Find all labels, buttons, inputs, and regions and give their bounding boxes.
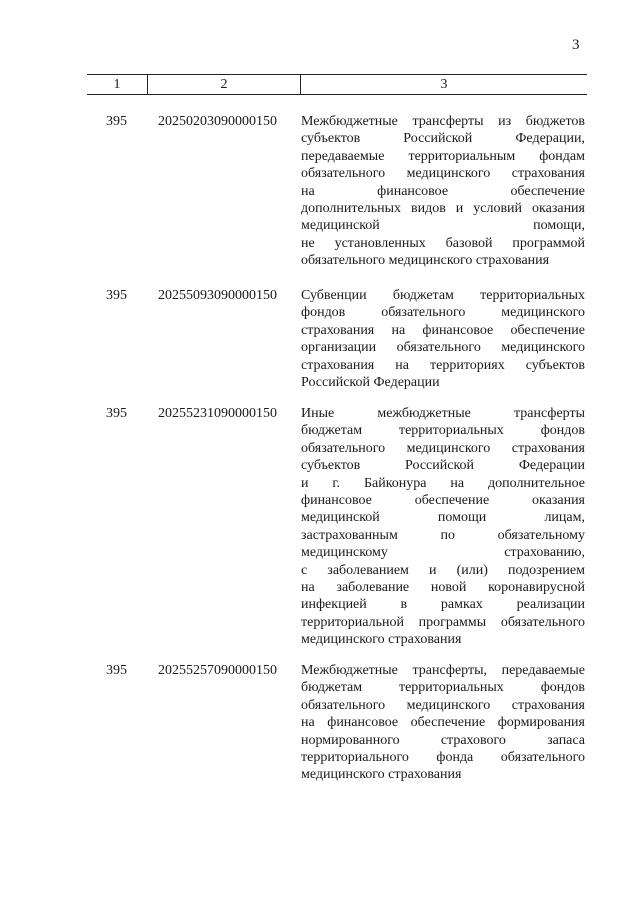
budget-code: 20255093090000150 (158, 288, 277, 303)
description-line: нормированного страхового запаса (301, 732, 585, 748)
description-line: с заболеванием и (или) подозрением (301, 562, 585, 578)
description-line: обязательного медицинского страхования (301, 253, 550, 269)
description-line: на финансовое обеспечение (301, 183, 585, 199)
description-line: медицинского страхования (301, 767, 462, 783)
row-description (301, 662, 585, 784)
description-line: медицинского страхования (301, 632, 462, 648)
description-line: бюджетам территориальных фондов (301, 680, 585, 696)
column-header-1: 1 (113, 76, 121, 92)
description-line: инфекцией в рамках реализации (301, 597, 585, 613)
description-line: страхования на финансовое обеспечение (301, 322, 585, 338)
description-line: Субвенции бюджетам территориальных (301, 288, 585, 303)
description-line: на финансовое обеспечение формирования (301, 715, 585, 731)
description-line: обязательного медицинского страхования (301, 440, 585, 456)
description-line: фондов обязательного медицинского (301, 305, 585, 321)
budget-code: 20250203090000150 (158, 114, 277, 129)
description-line: субъектов Российской Федерации (301, 458, 585, 474)
page-number: 3 (572, 37, 580, 53)
description-line: и г. Байконура на дополнительное (301, 475, 585, 491)
row-number: 395 (106, 663, 127, 678)
description-line: страхования на территориях субъектов (301, 357, 585, 373)
row-description (301, 405, 585, 649)
description-line: обязательного медицинского страхования (301, 166, 585, 182)
budget-code: 20255257090000150 (158, 663, 277, 678)
column-header-3: 3 (300, 75, 587, 94)
description-line: медицинской помощи, (301, 218, 585, 234)
budget-code: 20255231090000150 (158, 406, 277, 421)
column-header-row (87, 74, 587, 95)
description-line: обязательного медицинского страхования (301, 697, 585, 713)
description-line: передаваемые территориальным фондам (301, 148, 585, 164)
description-line: Межбюджетные трансферты из бюджетов (301, 114, 585, 129)
description-line: застрахованным по обязательному (301, 527, 585, 543)
row-description (301, 113, 585, 270)
description-line: Российской Федерации (301, 375, 440, 391)
description-line: территориальной программы обязательного (301, 614, 585, 630)
description-line: на заболевание новой коронавирусной (301, 580, 585, 596)
description-line: субъектов Российской Федерации, (301, 131, 585, 147)
description-line: медицинскому страхованию, (301, 545, 585, 561)
description-line: территориального фонда обязательного (301, 750, 585, 766)
description-line: Межбюджетные трансферты, передаваемые (301, 663, 585, 678)
row-description (301, 287, 585, 391)
description-line: бюджетам территориальных фондов (301, 423, 585, 439)
row-number: 395 (106, 114, 127, 129)
description-line: финансовое обеспечение оказания (301, 493, 585, 509)
description-line: медицинской помощи лицам, (301, 510, 585, 526)
row-number: 395 (106, 406, 127, 421)
description-line: Иные межбюджетные трансферты (301, 406, 585, 421)
column-header-2: 2 (147, 75, 300, 94)
description-line: организации обязательного медицинского (301, 340, 585, 356)
description-line: дополнительных видов и условий оказания (301, 201, 585, 217)
description-line: не установленных базовой программой (301, 235, 585, 251)
row-number: 395 (106, 288, 127, 303)
